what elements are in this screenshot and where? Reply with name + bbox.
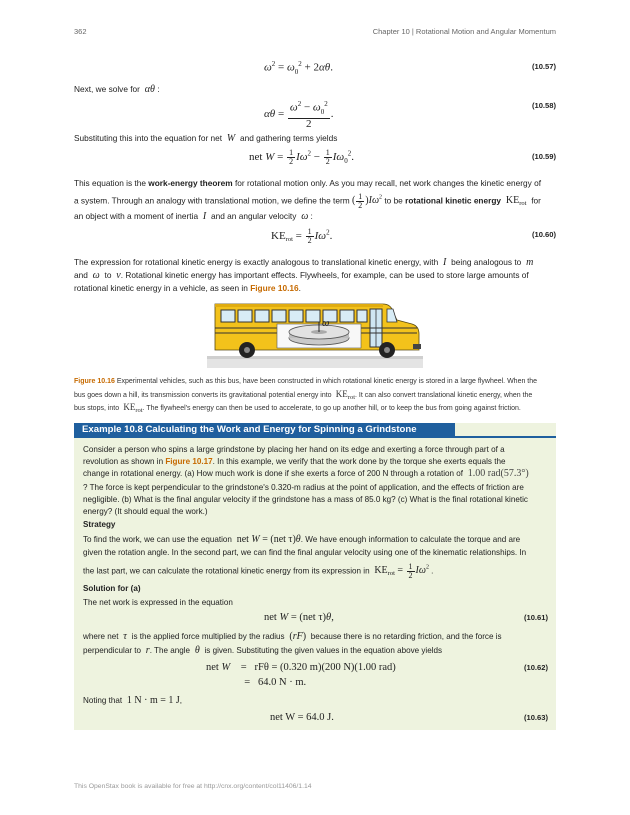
equation-text: 64.0 N · m. bbox=[258, 677, 307, 688]
figure-link[interactable]: Figure 10.17 bbox=[165, 457, 213, 466]
text: and an angular velocity bbox=[211, 211, 297, 221]
chapter-header: Chapter 10 | Rotational Motion and Angular Momentum bbox=[372, 27, 556, 36]
equation-number: (10.60) bbox=[531, 230, 556, 239]
equation-10-59: net W = $\frac{1}{2}$ $I\omega^2$ − $\frac{1}{2}$ $I\omega_0^2$. bbox=[249, 148, 354, 166]
text: a system. Through an analogy with translational motion, we define the term bbox=[74, 195, 350, 206]
text: . In this example, we verify that the work done by the torque she exerts equals the bbox=[212, 457, 506, 466]
text: for rotational motion only. As you may recall, net work changes the kinetic energy of bbox=[234, 178, 542, 188]
example-text: Consider a person who spins a large grindstone by placing her hand on its edge and exerting a force through part of a bbox=[83, 445, 505, 454]
equation-text: rFθ = (0.320 m)(200 N)(1.00 rad) bbox=[254, 662, 396, 673]
text: is the applied force multiplied by the radius bbox=[131, 632, 285, 641]
example-text bbox=[83, 456, 548, 469]
equation-number: (10.61) bbox=[523, 613, 548, 622]
paragraph: The expression for rotational kinetic energy is exactly analogous to translational kinetic energy, with I being analogous to m bbox=[74, 257, 534, 268]
equation-number: (10.62) bbox=[523, 663, 548, 672]
example-text: negligible. (b) What is the final angular velocity if the grindstone has a mass of 85.0 kg? (c) What is the final rotational kinetic bbox=[83, 495, 528, 504]
text: for bbox=[531, 195, 541, 206]
example-text: energy? (It should equal the work.) bbox=[83, 507, 208, 516]
figure-label: Figure 10.16 bbox=[74, 378, 115, 385]
bus-figure bbox=[207, 298, 423, 368]
example-text: To find the work, we can use the equation net W = (net τ)θ. We have enough information to calculate the torque and are bbox=[83, 534, 521, 545]
text: . The angle bbox=[149, 646, 191, 655]
equation-number: (10.63) bbox=[523, 713, 548, 722]
text: bus stops, into bbox=[74, 405, 120, 412]
solution-heading: Solution for (a) bbox=[83, 584, 141, 593]
paragraph: and ω to v. Rotational kinetic energy has important effects. Flywheels, for example, can be used to store large amounts of bbox=[74, 270, 529, 281]
example-text bbox=[83, 468, 548, 481]
example-text: The net work is expressed in the equation bbox=[83, 598, 233, 607]
equation-10-61: net W = (net τ)θ, bbox=[264, 612, 334, 623]
equation-number: (10.57) bbox=[531, 62, 556, 71]
text: To find the work, we can use the equation bbox=[83, 535, 232, 544]
footer-text: This OpenStax book is available for free at http://cnx.org/content/col11406/1.14 bbox=[74, 783, 312, 790]
strategy-heading: Strategy bbox=[83, 520, 116, 529]
equation-10-62-line1: net W = rFθ = (0.320 m)(200 N)(1.00 rad) bbox=[206, 662, 396, 673]
equation-number: (10.58) bbox=[531, 101, 556, 110]
text: is given. Substituting the given values in the equation above yields bbox=[204, 646, 443, 655]
text: rotational kinetic energy in a vehicle, as seen in bbox=[74, 283, 248, 293]
svg-text:ω: ω bbox=[322, 319, 330, 329]
text: to bbox=[104, 270, 112, 280]
text: where net bbox=[83, 632, 119, 641]
equation-10-62-line2: = 64.0 N · m. bbox=[239, 677, 307, 688]
equation-10-58: αθ = $\frac{\omega^2 - \omega_0^2}{2}$ . bbox=[264, 100, 334, 130]
text: . It can also convert translational kinetic energy, when the bbox=[355, 392, 533, 399]
text: The expression for rotational kinetic energy is exactly analogous to translational kinetic energy, with bbox=[74, 257, 439, 267]
text: bus goes down a hill, its transmission converts its gravitational potential energy into bbox=[74, 392, 332, 399]
example-title: Example 10.8 Calculating the Work and Energy for Spinning a Grindstone bbox=[74, 423, 455, 437]
figure-caption bbox=[74, 375, 556, 388]
angle-value: 1.00 rad(57.3°) bbox=[467, 468, 529, 479]
figure-caption: bus goes down a hill, its transmission converts its gravitational potential energy into $KE_{rot}$. It can also convert translational kinetic energy, when the bbox=[74, 389, 533, 401]
equation-number: (10.59) bbox=[531, 152, 556, 161]
figure-link[interactable]: Figure 10.16 bbox=[250, 283, 299, 293]
equation-text: 1 N · m = 1 J bbox=[126, 695, 180, 706]
text: Next, we solve for bbox=[74, 84, 140, 94]
page-number: 362 bbox=[74, 27, 87, 36]
text: . The flywheel's energy can then be used to accelerate, to go up another hill, or to keep the bus from going against friction. bbox=[142, 405, 521, 412]
text: and bbox=[74, 270, 88, 280]
text: being analogous to bbox=[451, 257, 522, 267]
equation-10-60: $KE_{rot}$ = $\frac{1}{2}$ $I\omega^2$. bbox=[271, 227, 333, 245]
text: change in rotational energy. (a) How much work is done if she exerts a force of 200 N through a rotation of bbox=[83, 469, 464, 478]
example-text: the last part, we can calculate the rotational kinetic energy from its expression in $KE_{rot}$ = $\frac{1}{2}$ $I\omega^2$ . bbox=[83, 561, 434, 580]
term: rotational kinetic energy bbox=[405, 195, 502, 206]
equation-10-63: net W = 64.0 J. bbox=[270, 712, 334, 723]
example-text: given the rotation angle. In the second part, we can find the final angular velocity using one of the kinematic relationships. In bbox=[83, 548, 527, 557]
paragraph: Next, we solve for αθ : bbox=[74, 84, 160, 95]
figure-caption: bus stops, into $KE_{rot}$. The flywheel's energy can then be used to accelerate, to go up another hill, or to keep the bus from going against friction. bbox=[74, 402, 521, 414]
text: an object with a moment of inertia bbox=[74, 211, 199, 221]
text: Substituting this into the equation for net bbox=[74, 133, 223, 143]
text: This equation is the bbox=[74, 178, 146, 188]
text: revolution as shown in bbox=[83, 457, 164, 466]
paragraph: a system. Through an analogy with translational motion, we define the term ( $\frac{1}{2}$ )$I\omega^2$ to be rotational kinetic energy $KE_{rot}$ for bbox=[74, 191, 541, 210]
text: Noting that bbox=[83, 696, 123, 705]
paragraph bbox=[74, 176, 556, 191]
example-text: ? The force is kept perpendicular to the grindstone's 0.320-m radius at the point of application, and the effects of friction are bbox=[83, 483, 524, 492]
example-text: perpendicular to r. The angle θ is given. Substituting the given values in the equation above yields bbox=[83, 645, 443, 656]
text: and gathering terms yields bbox=[240, 133, 338, 143]
text: perpendicular to bbox=[83, 646, 142, 655]
text: to be bbox=[384, 195, 403, 206]
example-title-rule bbox=[74, 436, 556, 438]
example-text: Noting that 1 N · m = 1 J, bbox=[83, 695, 183, 706]
text: . Rotational kinetic energy has important effects. Flywheels, for example, can be used to store large amounts of bbox=[120, 270, 529, 280]
text: . We have enough information to calculate the torque and are bbox=[300, 535, 521, 544]
paragraph: rotational kinetic energy in a vehicle, as seen in Figure 10.16. bbox=[74, 283, 301, 293]
paragraph: Substituting this into the equation for net W and gathering terms yields bbox=[74, 133, 338, 144]
example-text: where net τ is the applied force multiplied by the radius (rF) because there is no retarding friction, and the force is bbox=[83, 631, 502, 642]
term: work-energy theorem bbox=[148, 178, 233, 188]
text: the last part, we can calculate the rotational kinetic energy from its expression in bbox=[83, 566, 370, 576]
equation-10-57: $\omega^2 = \omega_0^2 + 2\alpha\theta$. bbox=[264, 60, 333, 76]
text: Experimental vehicles, such as this bus, have been constructed in which rotational kinetic energy is stored in a large flywheel. When the bbox=[116, 378, 538, 385]
text: because there is no retarding friction, and the force is bbox=[310, 632, 502, 641]
paragraph: an object with a moment of inertia I and an angular velocity ω : bbox=[74, 211, 313, 222]
